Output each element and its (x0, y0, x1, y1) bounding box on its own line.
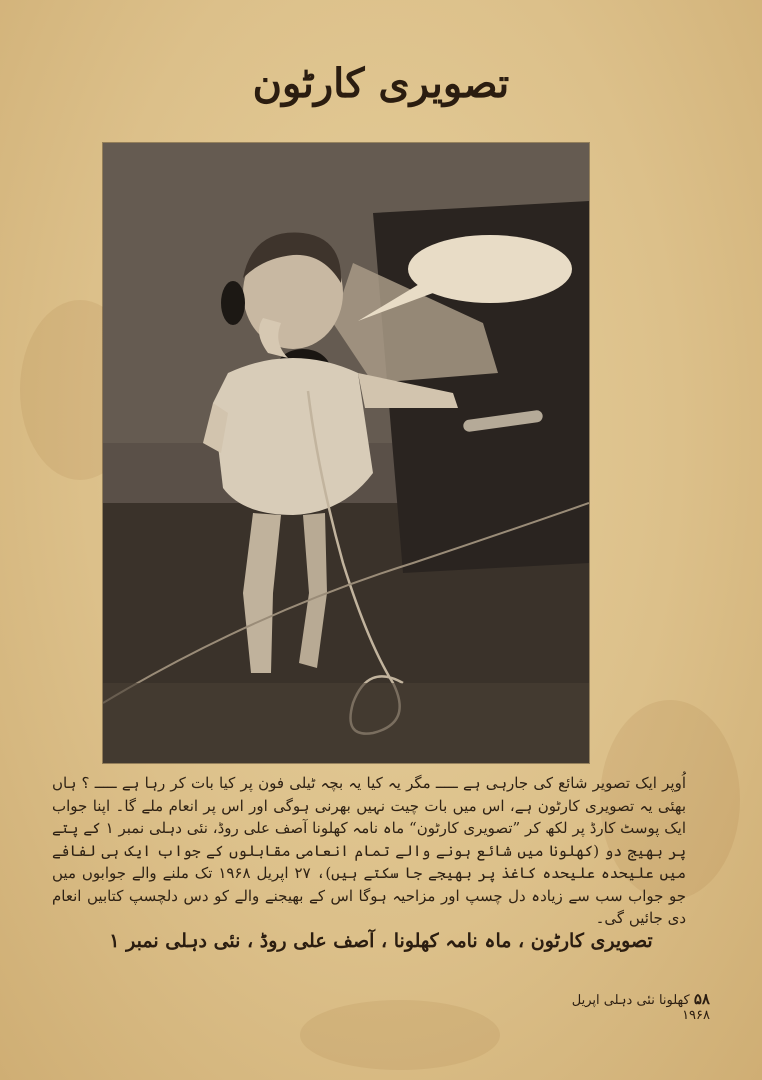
child-telephone-photo (103, 143, 589, 763)
photo-illustration (103, 143, 589, 763)
contest-description: اُوپر ایک تصویر شائع کی جارہی ہے ـــــ مگر یہ کیا یہ بچہ ٹیلی فون پر کیا بات کر رہا ہے ـــــ ؟ ہاں بھئی یہ تصویری کارٹون ہے، اس میں بات چیت نہیں بھرنی ہوگی اور اس پر انعام ملے گا۔ اپنا جواب ایک پوسٹ کارڈ پر لکھ کر ”تصویری کارٹون“ ماہ نامہ کھلونا آصف علی روڈ، نئی دہلی نمبر ۱ کے پتے پر بھیج دو (کھلونا میں شائع ہونے والے تمام انعامی مقابلوں کے جواب ایک ہی لفافے میں علیحدہ علیحدہ کاغذ پر بھیجے جا سکتے ہیں)، ۲۷ اپریل ۱۹۶۸ تک ملنے والے جوابوں میں جو جواب سب سے زیادہ دل چسپ اور مزاحیہ ہوگا اس کے بھیجنے والے کو دس دلچسپ کتابیں انعام دی جائیں گی۔ (52, 774, 687, 927)
page-footer (560, 990, 710, 1023)
paper-stain (300, 1000, 500, 1070)
page-number: ۵۸ (693, 990, 710, 1008)
mailing-address: تصویری کارٹون ، ماہ نامہ کھلونا ، آصف علی روڈ ، نئی دہلی نمبر ۱ (109, 930, 653, 952)
child-dress (213, 358, 373, 515)
page-title: تصویری کارٹون (252, 60, 510, 107)
issue-info: کھلونا نئی دہلی اپریل ۱۹۶۸ (571, 993, 710, 1023)
